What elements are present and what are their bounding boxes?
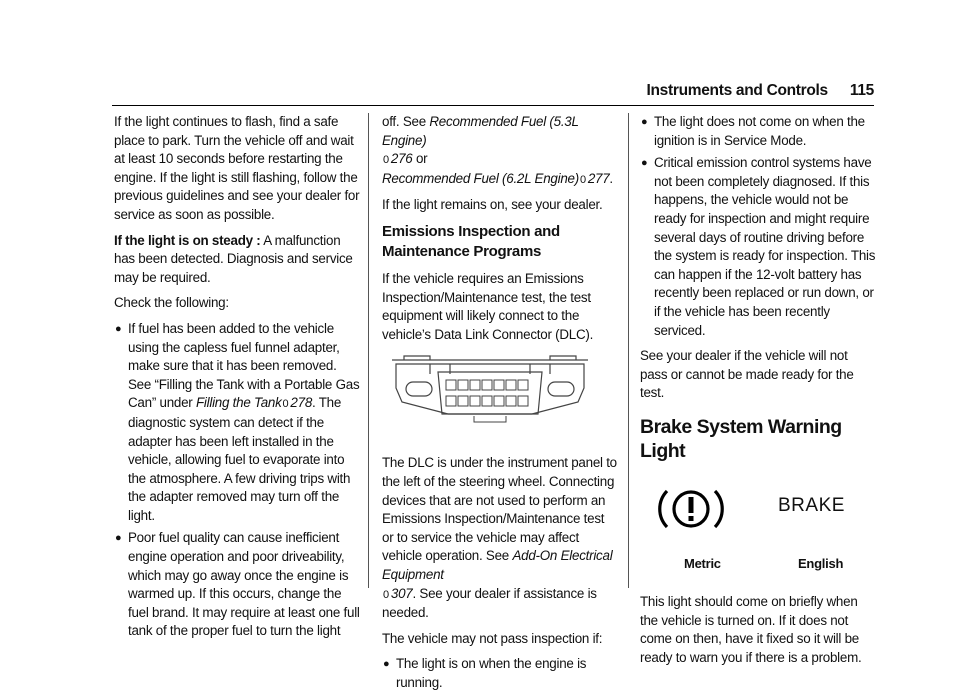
bullet-icon: ● [641,157,648,170]
xref-link[interactable]: Recommended Fuel (6.2L Engine) [382,170,579,186]
column-divider [628,113,629,588]
xref-link[interactable]: Filling the Tank [195,395,282,411]
caption-metric: Metric [684,555,721,571]
list-item: ● Critical emission control systems have not been completely diagnosed. If this happens, the vehicle would not be ready for inspection and might require several days of routine driving before the system is ready for inspection. This can happen if the 12-volt battery has recently been replaced or run down, or if the vehicle has been recently serviced. [641,155,876,338]
paragraph-flashing: If the light continues to flash, find a safe place to park. Turn the vehicle off and wait at least 10 seconds before restarting the engine. If the light is still flashing, follow the previous guidelines and see your dealer for service as soon as possible. [114,114,360,222]
paragraph-continued: off. See Recommended Fuel (5.3L Engine) 0 276 or Recommended Fuel (6.2L Engine)0 277. [382,114,613,186]
column-middle [382,113,618,699]
list-item: ● The light is on when the engine is running. [383,656,587,690]
paragraph-dlc: The DLC is under the instrument panel to the left of the steering wheel. Connecting devices that are not used to perform an Emissions Inspection/Maintenance test or to service the vehicle may affect vehicle operation. See Add-On Electrical Equipment 0 307. See your dealer if assistance is needed. [382,455,617,621]
paragraph-brake-light: This light should come on briefly when the vehicle is turned on. If it does not come on then, have it fixed so it will be ready to warn you if there is a problem. [640,593,862,665]
bullet-icon: ● [383,658,390,671]
column-right [640,113,878,674]
page-number: 115 [849,82,874,99]
paragraph-steady [114,232,362,288]
inspection-list-continued [640,113,878,340]
brake-warning-exclamation-icon [656,483,726,535]
page-reference-arrow-icon: 0 [383,588,389,601]
page-reference-arrow-icon: 0 [383,154,389,167]
paragraph-remains: If the light remains on, see your dealer. [382,197,603,213]
xref-link[interactable]: Add-On Electrical Equipment [382,548,613,582]
steady-text: A malfunction has been detected. Diagnosis and service may be required. [114,232,353,285]
xref-link[interactable]: Recommended Fuel (5.3L Engine) [382,114,579,148]
column-left [114,113,362,648]
section-heading: Brake System Warning Light [640,415,842,462]
page-reference-arrow-icon: 0 [282,398,289,411]
page-reference-arrow-icon: 0 [579,173,586,186]
warning-light-icons [640,477,878,585]
brake-text-icon: BRAKE [778,494,845,516]
inspection-list [382,655,618,692]
data-link-connector-illustration [390,354,590,438]
check-list [114,320,362,641]
xref-page[interactable]: 278 [290,395,313,411]
column-divider [368,113,369,588]
bullet-icon: ● [641,116,648,128]
paragraph-requires: If the vehicle requires an Emissions Inspection/Maintenance test, the test equipment will likely connect to the vehicle’s Data Link Connector (DLC). [382,270,594,342]
xref-page[interactable]: 307 [390,585,413,601]
bullet-icon: ● [115,532,122,545]
steady-label: If the light is on steady : [114,232,261,248]
caption-english: English [798,555,844,571]
section-title: Instruments and Controls [646,82,828,99]
paragraph-see-dealer: See your dealer if the vehicle will not pass or cannot be made ready for the test. [640,348,854,401]
running-head [646,82,874,100]
paragraph-check: Check the following: [114,295,229,311]
header-rule [112,105,874,106]
list-item: ● If fuel has been added to the vehicle using the capless fuel funnel adapter, make sure that it has been removed. See “Filling the Tank with a Portable Gas Can” under Filling the Tank0 278. The diagnostic system can detect if the adapter has been left installed in the vehicle, allowing fuel to evaporate into the atmosphere. A few driving trips with the adapter removed may turn off the light. [115,320,360,523]
list-item: ● The light does not come on when the ignition is in Service Mode. [641,114,865,148]
subsection-heading: Emissions Inspection and Maintenance Programs [382,222,560,260]
list-item: ● Poor fuel quality can cause inefficient engine operation and poor driveability, which may go away once the engine is warmed up. If this occurs, change the fuel brand. It may require at least one full tank of the proper fuel to turn the light [115,530,360,639]
xref-page[interactable]: 276 [390,151,413,167]
paragraph-may-not-pass: The vehicle may not pass inspection if: [382,630,603,646]
xref-page[interactable]: 277 [587,170,610,186]
bullet-icon: ● [115,322,122,335]
